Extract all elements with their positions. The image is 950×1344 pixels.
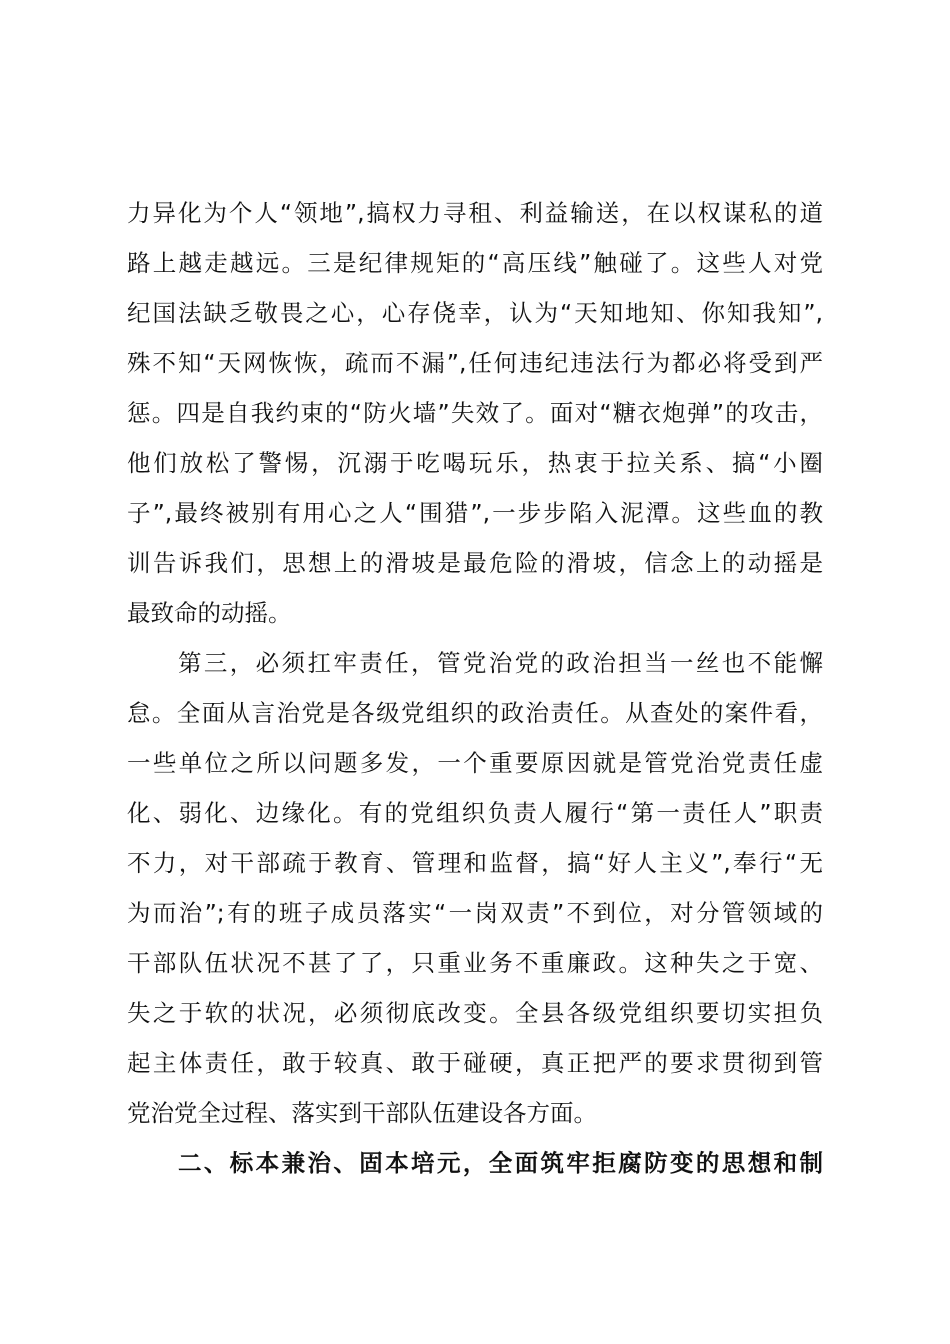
paragraph-line: 殊不知“天网恢恢，疏而不漏”,任何违纪违法行为都必将受到严 (127, 349, 823, 377)
paragraph-line: 纪国法缺乏敬畏之心，心存侥幸，认为“天知地知、你知我知”, (127, 299, 823, 327)
paragraph-line: 不力，对干部疏于教育、管理和监督，搞“好人主义”,奉行“无 (127, 849, 823, 877)
paragraph-line: 惩。四是自我约束的“防火墙”失效了。面对“糖衣炮弹”的攻击， (127, 399, 823, 427)
paragraph-line: 怠。全面从言治党是各级党组织的政治责任。从查处的案件看， (127, 699, 823, 727)
paragraph-line: 路上越走越远。三是纪律规矩的“高压线”触碰了。这些人对党 (127, 249, 823, 277)
paragraph-line: 第三，必须扛牢责任，管党治党的政治担当一丝也不能懈 (178, 649, 823, 677)
paragraph-line: 训告诉我们，思想上的滑坡是最危险的滑坡，信念上的动摇是 (127, 549, 823, 577)
paragraph-line: 他们放松了警惕，沉溺于吃喝玩乐，热衷于拉关系、搞“小圈 (127, 449, 823, 477)
paragraph-line: 一些单位之所以问题多发，一个重要原因就是管党治党责任虚 (127, 749, 823, 777)
paragraph-line: 干部队伍状况不甚了了，只重业务不重廉政。这种失之于宽、 (127, 949, 823, 977)
paragraph-line: 失之于软的状况，必须彻底改变。全县各级党组织要切实担负 (127, 999, 823, 1027)
paragraph-line: 起主体责任，敢于较真、敢于碰硬，真正把严的要求贯彻到管 (127, 1049, 823, 1077)
paragraph-line: 力异化为个人“领地”,搞权力寻租、利益输送，在以权谋私的道 (127, 199, 823, 227)
paragraph-line: 化、弱化、边缘化。有的党组织负责人履行“第一责任人”职责 (127, 799, 823, 827)
paragraph-line: 为而治”;有的班子成员落实“一岗双责”不到位，对分管领域的 (127, 899, 823, 927)
paragraph-line: 子”,最终被别有用心之人“围猎”,一步步陷入泥潭。这些血的教 (127, 499, 823, 527)
paragraph-line: 最致命的动摇。 (127, 599, 292, 627)
section-heading: 二、标本兼治、固本培元，全面筑牢拒腐防变的思想和制 (178, 1149, 823, 1177)
paragraph-line: 党治党全过程、落实到干部队伍建设各方面。 (127, 1099, 597, 1127)
